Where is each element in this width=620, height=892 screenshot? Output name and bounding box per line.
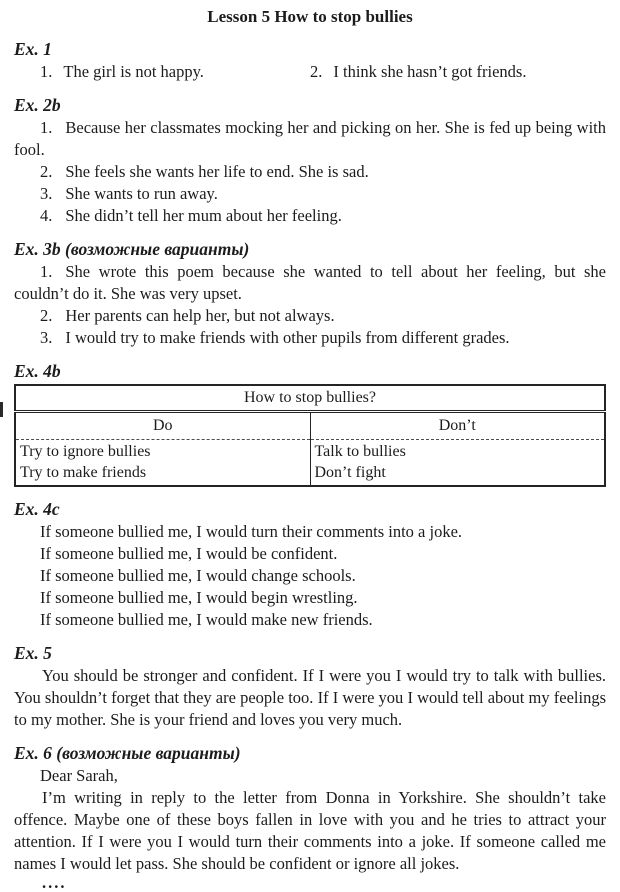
item-text: She feels she wants her life to end. She is sad.	[65, 162, 369, 181]
table-title: How to stop bullies?	[15, 385, 605, 412]
letter-salutation: Dear Sarah,	[40, 766, 118, 785]
table-cell-line: Don’t fight	[314, 464, 386, 481]
table-cell-do	[15, 440, 310, 487]
item-number: 3.	[40, 328, 53, 347]
list-item	[14, 261, 606, 305]
page-title: Lesson 5 How to stop bullies	[207, 7, 413, 26]
table-cell-line: Try to ignore bullies	[20, 443, 151, 460]
exercise-heading-ex2b: Ex. 2b	[14, 95, 61, 115]
item-text: I would try to make friends with other pupils from different grades.	[65, 328, 510, 347]
exercise-heading-ex4b: Ex. 4b	[14, 361, 61, 381]
ellipsis: ....	[42, 873, 67, 892]
paragraph: I’m writing in reply to the letter from Donna in Yorkshire. She shouldn’t take offence. Maybe one of these boys fallen in love with you and he tries to attract your attention. If I were you I would turn their comments into a joke. If someone called me names I would let pass. She should be confident or ignore all jokes.	[14, 788, 606, 873]
item-text: She didn’t tell her mum about her feeling.	[65, 206, 342, 225]
item-text: She wrote this poem because she wanted to tell about her feeling, but she couldn’t do it. She was very upset.	[14, 262, 606, 303]
answer-line: If someone bullied me, I would be confident.	[40, 544, 338, 563]
table-body-row	[15, 440, 605, 487]
list-item	[14, 205, 606, 227]
item-text: The girl is not happy.	[63, 62, 204, 81]
item-text: Because her classmates mocking her and picking on her. She is fed up being with fool.	[14, 118, 606, 159]
item-number: 1.	[40, 62, 53, 81]
table-col-header-dont: Don’t	[310, 412, 605, 440]
table-header-row	[15, 412, 605, 440]
exercise-heading-ex5: Ex. 5	[14, 643, 52, 663]
paragraph: You should be stronger and confident. If I were you I would try to talk with bullies. You shouldn’t forget that they are people too. If I were you I would tell about my feelings to my mother. She is your friend and loves you very much.	[14, 666, 606, 729]
exercise-heading-ex1: Ex. 1	[14, 39, 52, 59]
item-number: 2.	[40, 162, 53, 181]
answers-table	[14, 384, 606, 487]
list-item	[14, 161, 606, 183]
ex1-second-answer	[310, 61, 526, 83]
answer-line: If someone bullied me, I would make new friends.	[40, 610, 373, 629]
answer-line: If someone bullied me, I would change schools.	[40, 566, 356, 585]
ex1-answers-line	[14, 61, 606, 83]
item-number: 4.	[40, 206, 53, 225]
table-cell-line: Try to make friends	[20, 464, 147, 481]
item-text: Her parents can help her, but not always.	[65, 306, 335, 325]
list-item	[14, 305, 606, 327]
item-text: I think she hasn’t got friends.	[333, 62, 527, 81]
item-number: 1.	[40, 262, 53, 281]
item-number: 3.	[40, 184, 53, 203]
exercise-heading-ex3b: Ex. 3b (возможные варианты)	[14, 239, 250, 259]
item-text: She wants to run away.	[65, 184, 218, 203]
item-number: 2.	[40, 306, 53, 325]
list-item	[14, 327, 606, 349]
table-cell-dont	[310, 440, 605, 487]
table-title-row	[15, 385, 605, 412]
list-item	[14, 117, 606, 161]
table-cell-line: Talk to bullies	[314, 443, 406, 460]
item-number: 2.	[310, 62, 323, 81]
exercise-heading-ex6: Ex. 6 (возможные варианты)	[14, 743, 241, 763]
answer-line: If someone bullied me, I would begin wrestling.	[40, 588, 358, 607]
scan-artifact-mark	[0, 402, 3, 417]
list-item	[14, 183, 606, 205]
answer-line: If someone bullied me, I would turn their comments into a joke.	[40, 522, 463, 541]
table-col-header-do: Do	[15, 412, 310, 440]
item-number: 1.	[40, 118, 53, 137]
exercise-heading-ex4c: Ex. 4c	[14, 499, 60, 519]
